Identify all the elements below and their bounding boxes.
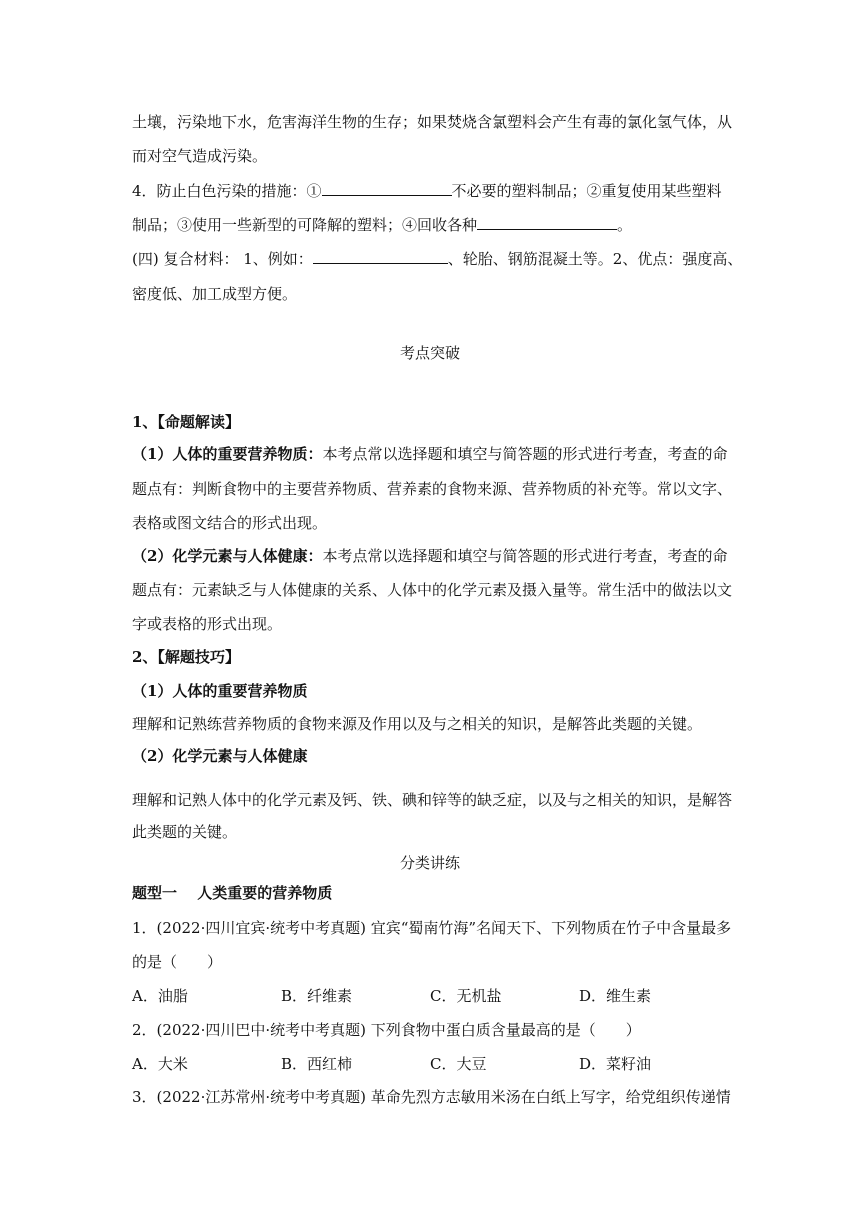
topic-heading: （2）化学元素与人体健康 xyxy=(132,747,308,765)
topic-heading: （1）人体的重要营养物质 xyxy=(132,682,308,700)
option-b: B．西红柿 xyxy=(281,1055,353,1073)
option-d: D．维生素 xyxy=(579,987,652,1005)
section-title: 分类讲练 xyxy=(399,854,460,872)
subsection-heading: 1、【命题解读】 xyxy=(132,413,240,431)
section-title: 考点突破 xyxy=(399,344,460,362)
text-segment: 、轮胎、钢筋混凝土等。2、优点：强度高、 xyxy=(447,250,743,268)
paragraph-line: 理解和记熟练营养物质的食物来源及作用以及与之相关的知识，是解答此类题的关键。 xyxy=(132,715,703,733)
paragraph-line: 字或表格的形式出现。 xyxy=(132,615,283,633)
text-segment: 。 xyxy=(617,216,633,234)
fill-in-blank xyxy=(313,249,448,264)
paragraph-line: 题点有：元素缺乏与人体健康的关系、人体中的化学元素及摄入量等。常生活中的做法以文 xyxy=(132,581,733,599)
text-line: 而对空气造成污染。 xyxy=(132,147,268,165)
text-segment: (四) 复合材料： 1、例如： xyxy=(132,250,313,268)
paragraph-line: 理解和记熟人体中的化学元素及钙、铁、碘和锌等的缺乏症，以及与之相关的知识，是解答 xyxy=(132,791,733,809)
option-a: A．大米 xyxy=(132,1055,188,1073)
text-line: 密度低、加工成型方便。 xyxy=(132,285,298,303)
paragraph-line xyxy=(132,444,727,464)
subsection-heading: 2、【解题技巧】 xyxy=(132,648,240,666)
question-stem: 3．(2022·江苏常州·统考中考真题) 革命先烈方志敏用米汤在白纸上写字，给党组织传递情 xyxy=(132,1088,731,1106)
option-c: C．无机盐 xyxy=(430,987,502,1005)
option-d: D．菜籽油 xyxy=(579,1055,652,1073)
option-c: C．大豆 xyxy=(430,1055,487,1073)
paragraph-line xyxy=(132,546,727,566)
paragraph-line: 此类题的关键。 xyxy=(132,823,238,841)
text-segment: 制品；③使用一些新型的可降解的塑料；④回收各种 xyxy=(132,216,478,234)
fill-in-blank xyxy=(322,181,452,196)
option-a: A．油脂 xyxy=(132,987,188,1005)
option-b: B．纤维素 xyxy=(281,987,353,1005)
fill-in-blank xyxy=(477,215,617,230)
text-line-with-blank xyxy=(132,181,722,201)
text-segment: 不必要的塑料制品；②重复使用某些塑料 xyxy=(451,182,722,200)
text-segment: 本考点常以选择题和填空与简答题的形式进行考查，考查的命 xyxy=(322,445,728,463)
text-segment: 4．防止白色污染的措施：① xyxy=(132,182,322,200)
text-line: 土壤，污染地下水，危害海洋生物的生存；如果焚烧含氯塑料会产生有毒的氯化氢气体，从 xyxy=(132,113,733,131)
text-segment: 本考点常以选择题和填空与简答题的形式进行考查，考查的命 xyxy=(322,547,728,565)
question-stem: 的是（ ） xyxy=(132,953,223,971)
question-stem: 2．(2022·四川巴中·统考中考真题) 下列食物中蛋白质含量最高的是（ ） xyxy=(132,1021,641,1039)
topic-label: （2）化学元素与人体健康： xyxy=(132,547,323,565)
text-line-with-blank xyxy=(132,215,632,235)
paragraph-line: 题点有：判断食物中的主要营养物质、营养素的食物来源、营养物质的补充等。常以文字、 xyxy=(132,480,733,498)
paragraph-line: 表格或图文结合的形式出现。 xyxy=(132,514,328,532)
question-stem: 1．(2022·四川宜宾·统考中考真题) 宜宾“蜀南竹海”名闻天下、下列物质在竹子中含量最多 xyxy=(132,919,732,937)
topic-label: （1）人体的重要营养物质： xyxy=(132,445,323,463)
question-type-heading: 题型一 人类重要的营养物质 xyxy=(132,884,333,902)
text-line-with-blank xyxy=(132,249,742,269)
